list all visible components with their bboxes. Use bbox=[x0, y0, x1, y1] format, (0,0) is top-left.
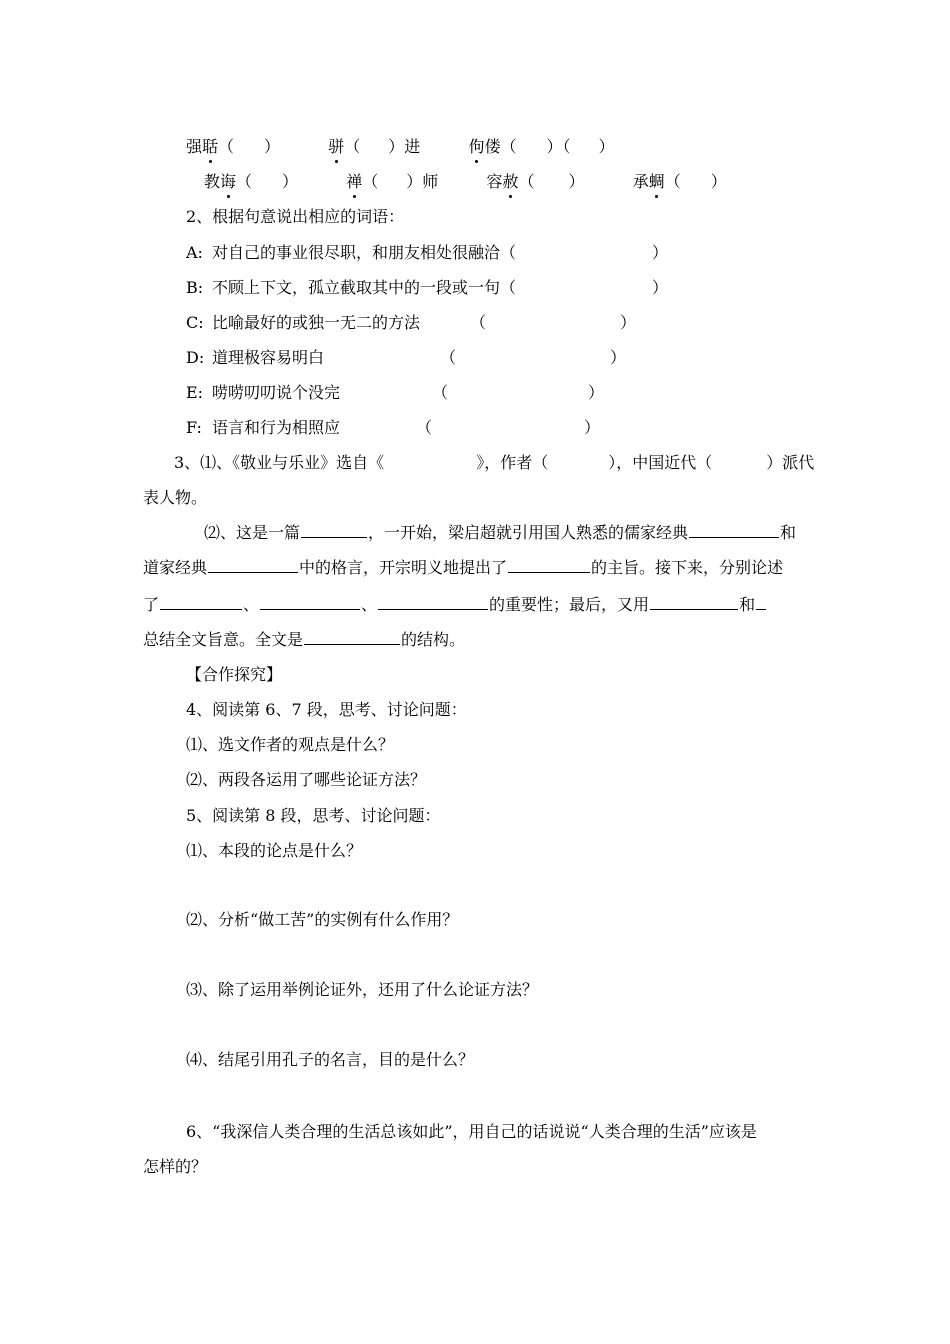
q2-item-f: F: 语言和行为相照应 （ ） bbox=[186, 418, 601, 437]
q2-title: 2、根据句意说出相应的词语： bbox=[186, 207, 405, 226]
q3-line-1: 3、⑴、《敬业与乐业》选自《 》，作者（ ），中国近代（ ）派代 bbox=[174, 453, 815, 472]
q5-title: 5、阅读第 8 段，思考、讨论问题： bbox=[186, 806, 441, 825]
q6-line-1: 6、“我深信人类合理的生活总该如此”，用自己的话说说“人类合理的生活”应该是 bbox=[186, 1122, 757, 1141]
word-pianjin: 骈（ ）进 bbox=[328, 137, 421, 156]
q3-para-line-3: 了 、 、 的重要性；最后，又用 和 bbox=[143, 594, 767, 616]
word-qiangguo: 强聒（ ） bbox=[186, 137, 281, 156]
blank-main-idea[interactable] bbox=[508, 558, 590, 573]
q4-item-1: ⑴、选文作者的观点是什么？ bbox=[186, 735, 395, 754]
pronunciation-row-1 bbox=[186, 136, 615, 158]
word-jiaohui: 教诲（ ） bbox=[204, 172, 299, 191]
q5-item-2: ⑵、分析“做工苦”的实例有什么作用？ bbox=[186, 910, 459, 929]
q5-item-4: ⑷、结尾引用孔子的名言，目的是什么？ bbox=[186, 1050, 475, 1069]
q2-item-b: B: 不顾上下文，孤立截取其中的一段或一句（ ） bbox=[186, 278, 669, 297]
word-rongshe: 容赦（ ） bbox=[486, 172, 585, 191]
q6-line-2: 怎样的？ bbox=[143, 1157, 208, 1176]
word-goulou: 佝偻（ ）（ ） bbox=[468, 137, 615, 156]
q5-item-1: ⑴、本段的论点是什么？ bbox=[186, 841, 363, 860]
blank-conclusion-1[interactable] bbox=[650, 595, 738, 610]
q3-para-line-4: 总结全文旨意。全文是 的结构。 bbox=[143, 630, 466, 649]
blank-conclusion-2[interactable] bbox=[756, 595, 766, 610]
q2-item-d: D: 道理极容易明白 （ ） bbox=[186, 348, 627, 367]
q4-item-2: ⑵、两段各运用了哪些论证方法？ bbox=[186, 770, 427, 789]
blank-point-1[interactable] bbox=[160, 595, 242, 610]
q2-item-e: E: 唠唠叨叨说个没完 （ ） bbox=[186, 383, 605, 402]
q2-item-c: C: 比喻最好的或独一无二的方法 （ ） bbox=[186, 313, 637, 332]
q3-line-2: 表人物。 bbox=[143, 488, 208, 507]
section-title: 【合作探究】 bbox=[186, 665, 283, 684]
q2-item-a: A: 对自己的事业很尽职，和朋友相处很融洽（ ） bbox=[186, 243, 669, 262]
blank-structure[interactable] bbox=[304, 630, 400, 645]
word-chengtiao: 承蜩（ ） bbox=[632, 172, 727, 191]
blank-article-type[interactable] bbox=[301, 523, 367, 538]
pronunciation-row-2 bbox=[204, 171, 727, 193]
q4-title: 4、阅读第 6、7 段，思考、讨论问题： bbox=[186, 700, 467, 719]
q3-para-line-2: 道家经典 中的格言，开宗明义地提出了 的主旨。接下来，分别论述 bbox=[143, 558, 784, 577]
blank-point-2[interactable] bbox=[260, 595, 360, 610]
word-chanshi: 禅（ ）师 bbox=[346, 172, 439, 191]
q3-para-line-1: ⑵、这是一篇 ，一开始，梁启超就引用国人熟悉的儒家经典 和 bbox=[204, 523, 797, 542]
blank-confucian-classic[interactable] bbox=[689, 523, 779, 538]
blank-point-3[interactable] bbox=[378, 595, 488, 610]
blank-taoist-classic[interactable] bbox=[208, 558, 298, 573]
q5-item-3: ⑶、除了运用举例论证外，还用了什么论证方法？ bbox=[186, 980, 539, 999]
